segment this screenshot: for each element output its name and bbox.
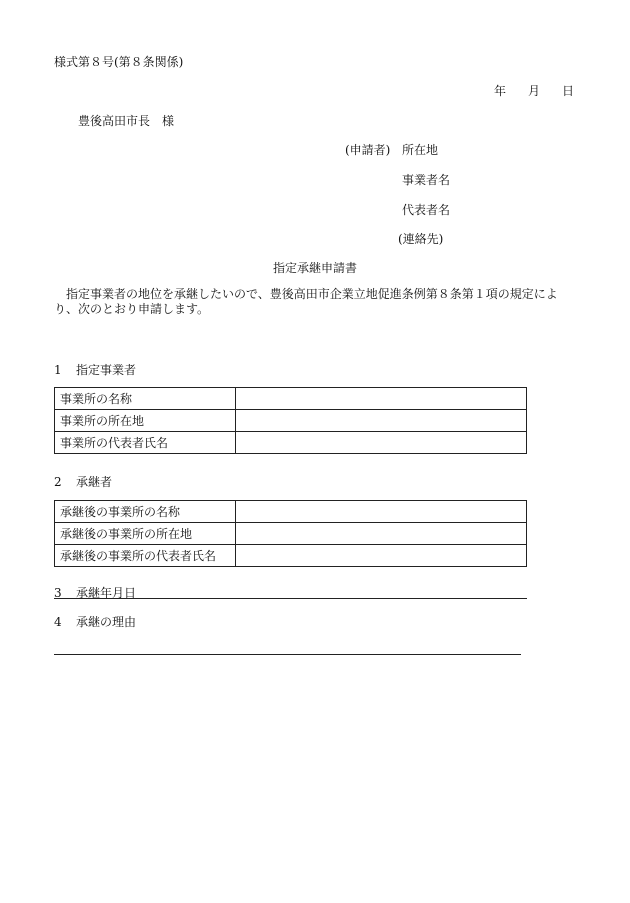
section1-heading xyxy=(54,361,136,378)
section3-title: 承継年月日 xyxy=(76,586,137,600)
section1-table xyxy=(54,387,527,454)
section1-title: 指定事業者 xyxy=(76,363,137,377)
table-row xyxy=(55,501,527,523)
document-body: 指定事業者の地位を承継したいので、豊後高田市企業立地促進条例第８条第１項の規定により、次のとおり申請します。 xyxy=(54,287,558,316)
section4-number: 4 xyxy=(54,615,62,629)
contact-label: (連絡先) xyxy=(398,232,444,246)
section1-label-representative: 事業所の代表者氏名 xyxy=(55,432,236,454)
section2-value-name[interactable] xyxy=(236,501,527,523)
section1-number: 1 xyxy=(54,363,62,377)
table-row xyxy=(55,410,527,432)
section2-heading xyxy=(54,473,112,490)
section2-number: 2 xyxy=(54,475,62,489)
form-number: 様式第８号(第８条関係) xyxy=(54,55,184,69)
section1-value-representative[interactable] xyxy=(236,432,527,454)
table-row xyxy=(55,388,527,410)
date-day: 日 xyxy=(561,84,574,98)
date-line xyxy=(494,82,574,99)
section3-underline[interactable] xyxy=(54,584,527,599)
section2-value-address[interactable] xyxy=(236,523,527,545)
recipient: 豊後高田市長 様 xyxy=(78,114,175,128)
business-name-label: 事業者名 xyxy=(402,173,451,187)
section2-label-address: 承継後の事業所の所在地 xyxy=(55,523,236,545)
applicant-prefix: (申請者) xyxy=(345,143,391,157)
section4-title: 承継の理由 xyxy=(76,615,137,629)
representative-label: 代表者名 xyxy=(402,203,451,217)
section1-value-name[interactable] xyxy=(236,388,527,410)
section1-label-name: 事業所の名称 xyxy=(55,388,236,410)
address-label: 所在地 xyxy=(402,143,439,157)
section2-value-representative[interactable] xyxy=(236,545,527,567)
section2-label-representative: 承継後の事業所の代表者氏名 xyxy=(55,545,236,567)
section2-title: 承継者 xyxy=(76,475,113,489)
section4-heading xyxy=(54,613,136,630)
section1-value-address[interactable] xyxy=(236,410,527,432)
table-row xyxy=(55,523,527,545)
document-title: 指定承継申請書 xyxy=(272,261,357,275)
section3-number: 3 xyxy=(54,586,62,600)
table-row xyxy=(55,432,527,454)
section4-underline[interactable] xyxy=(54,640,521,655)
date-month: 月 xyxy=(527,84,540,98)
date-year: 年 xyxy=(493,84,506,98)
section2-table xyxy=(54,500,527,567)
section2-label-name: 承継後の事業所の名称 xyxy=(55,501,236,523)
table-row xyxy=(55,545,527,567)
section1-label-address: 事業所の所在地 xyxy=(55,410,236,432)
